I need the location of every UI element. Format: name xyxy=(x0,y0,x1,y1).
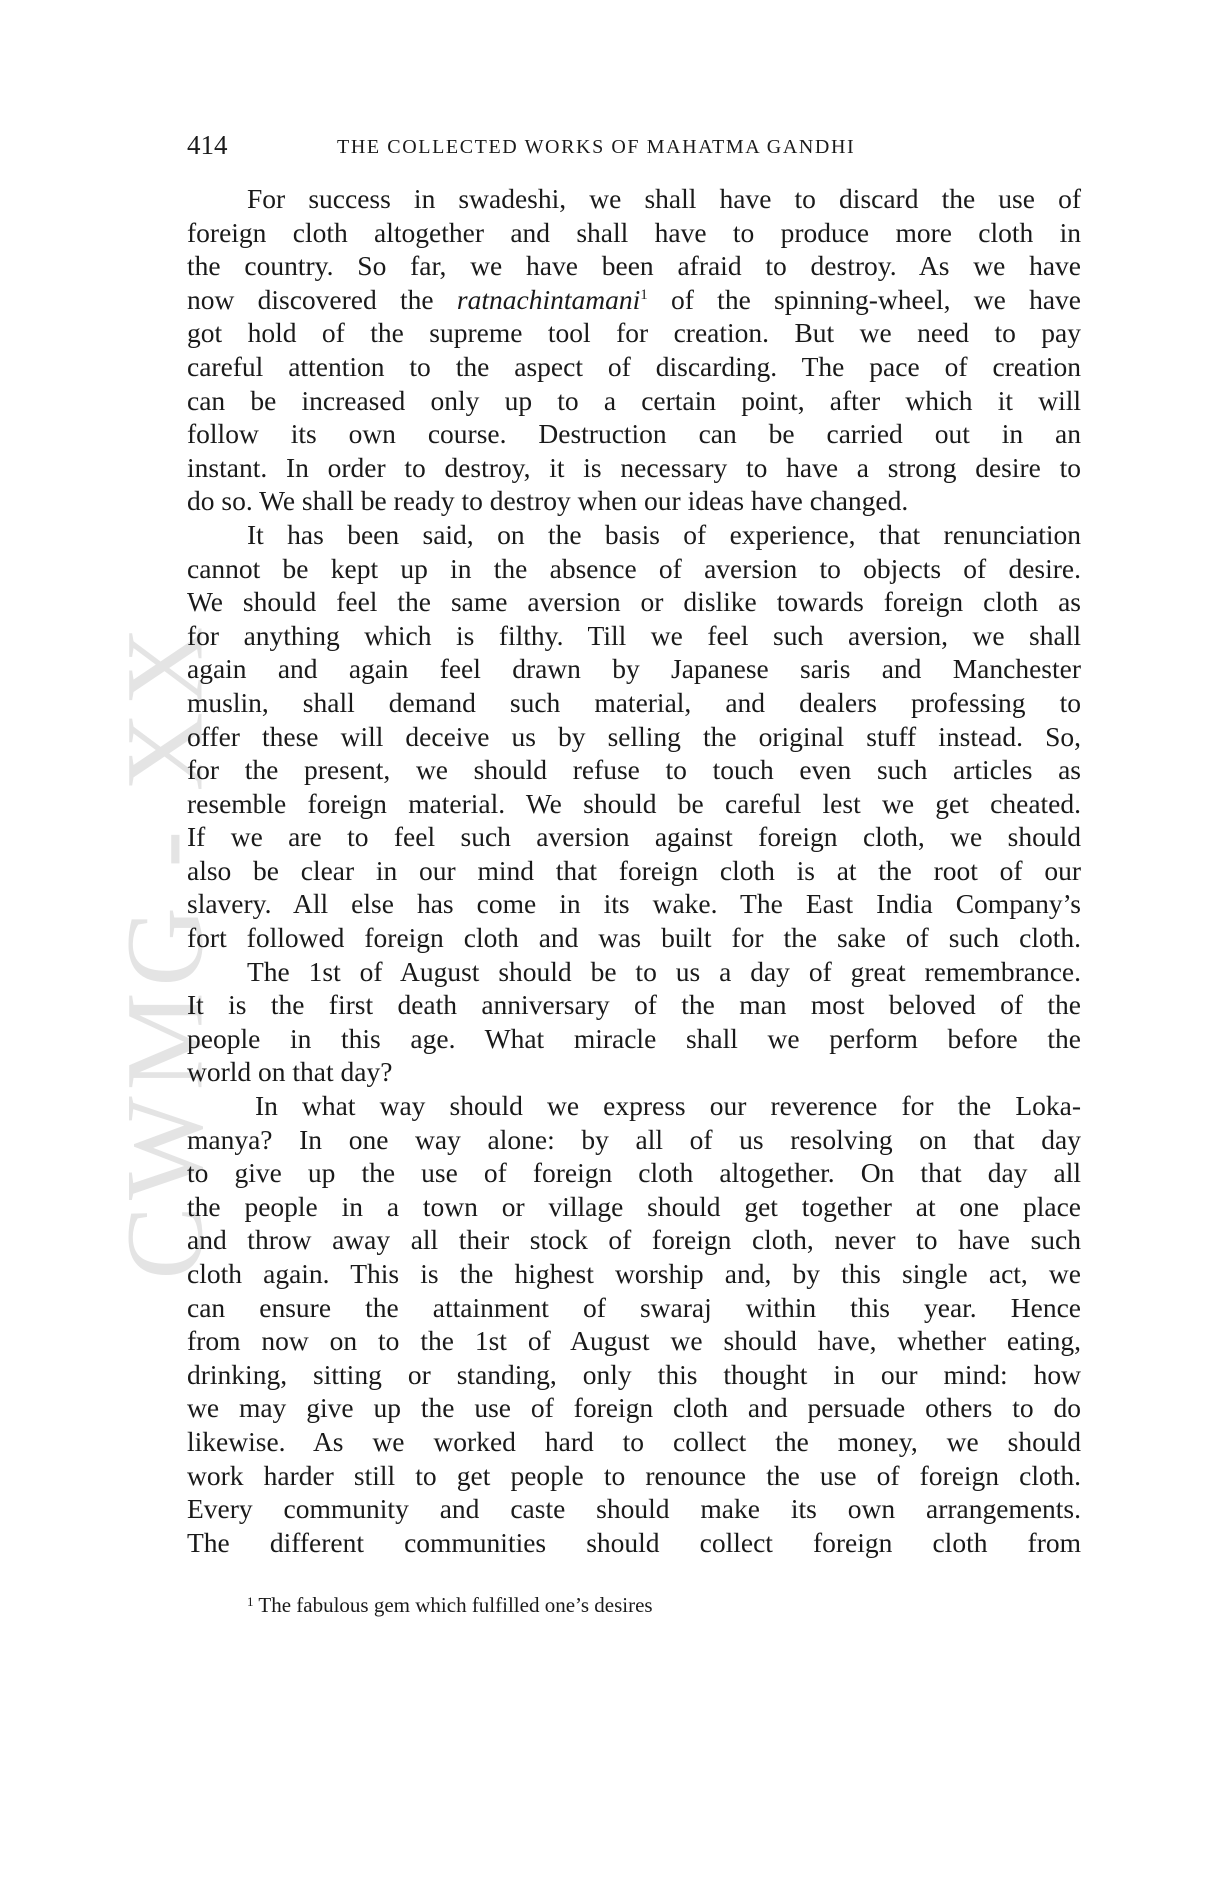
text-line: the country. So far, we have been afraid to destroy. As we have xyxy=(187,250,1081,282)
page-number: 414 xyxy=(187,130,228,160)
text-line: fort followed foreign cloth and was built for the sake of such cloth. xyxy=(187,922,1081,954)
text-line: For success in swadeshi, we shall have to discard the use of xyxy=(247,183,1081,214)
text-line: for anything which is filthy. Till we feel such aversion, we shall xyxy=(187,619,1081,651)
text-line: cloth again. This is the highest worship and, by this single act, we xyxy=(187,1258,1081,1289)
text-segment: ratnachintamani xyxy=(456,283,641,315)
text-line: and throw away all their stock of foreign cloth, never to have such xyxy=(187,1224,1081,1256)
text-line: slavery. All else has come in its wake. The East India Company’s xyxy=(187,888,1081,920)
text-line: also be clear in our mind that foreign cloth is at the root of our xyxy=(187,854,1081,886)
text-line: The 1st of August should be to us a day of great remembrance. xyxy=(247,955,1081,987)
text-line: In what way should we express our reverence for the Loka- xyxy=(255,1090,1081,1122)
text-line: careful attention to the aspect of discarding. The pace of creation xyxy=(187,350,1081,382)
text-line: people in this age. What miracle shall we perform before the xyxy=(187,1022,1081,1054)
text-line: We should feel the same aversion or dislike towards foreign cloth as xyxy=(187,586,1081,618)
text-line: for the present, we should refuse to touch even such articles as xyxy=(187,754,1081,786)
text-line: again and again feel drawn by Japanese saris and Manchester xyxy=(187,653,1081,685)
text-line: instant. In order to destroy, it is necessary to have a strong desire to xyxy=(187,451,1081,483)
text-line: resemble foreign material. We should be careful lest we get cheated. xyxy=(187,787,1081,819)
footnote xyxy=(247,1593,653,1618)
text-line: offer these will deceive us by selling the original stuff instead. So, xyxy=(187,720,1081,752)
text-line: The different communities should collect foreign cloth from xyxy=(187,1526,1081,1558)
text-line: It has been said, on the basis of experience, that renunciation xyxy=(247,518,1081,550)
running-title: THE COLLECTED WORKS OF MAHATMA GANDHI xyxy=(337,136,856,158)
text-line: manya? In one way alone: by all of us resolving on that day xyxy=(187,1123,1081,1155)
text-line: cannot be kept up in the absence of aversion to objects of desire. xyxy=(187,552,1081,584)
text-line: drinking, sitting or standing, only this thought in our mind: how xyxy=(187,1358,1081,1390)
text-line: to give up the use of foreign cloth altogether. On that day all xyxy=(187,1157,1081,1189)
text-line: follow its own course. Destruction can be carried out in an xyxy=(187,418,1081,450)
text-line: can ensure the attainment of swaraj within this year. Hence xyxy=(187,1291,1081,1323)
text-line: Every community and caste should make its own arrangements. xyxy=(187,1493,1081,1525)
body-text xyxy=(187,182,1081,1559)
text-line: work harder still to get people to renounce the use of foreign cloth. xyxy=(187,1459,1081,1491)
footnote-mark: 1 xyxy=(247,1594,254,1609)
text-line: got hold of the supreme tool for creation. But we need to pay xyxy=(187,317,1081,349)
text-line: can be increased only up to a certain point, after which it will xyxy=(187,384,1081,416)
text-line: foreign cloth altogether and shall have to produce more cloth in xyxy=(187,216,1081,248)
watermark: CWMG - XX xyxy=(103,620,226,1280)
text-line: do so. We shall be ready to destroy when our ideas have changed. xyxy=(187,485,909,517)
text-line: muslin, shall demand such material, and dealers professing to xyxy=(187,686,1081,718)
text-line: from now on to the 1st of August we should have, whether eating, xyxy=(187,1325,1081,1357)
text-line: likewise. As we worked hard to collect the money, we should xyxy=(187,1425,1081,1457)
text-line: It is the first death anniversary of the man most beloved of the xyxy=(187,989,1081,1021)
footnote-text: The fabulous gem which fulfilled one’s desires xyxy=(253,1593,653,1617)
text-segment: of the spinning-wheel, we have xyxy=(647,283,1081,315)
footnote-ref: 1 xyxy=(640,286,648,303)
text-segment: now discovered the xyxy=(187,283,457,315)
text-line xyxy=(187,283,1081,317)
text-line: the people in a town or village should get together at one place xyxy=(187,1190,1081,1222)
text-line: If we are to feel such aversion against foreign cloth, we should xyxy=(187,821,1081,853)
text-line: we may give up the use of foreign cloth and persuade others to do xyxy=(187,1392,1081,1424)
text-line: world on that day? xyxy=(187,1056,393,1088)
